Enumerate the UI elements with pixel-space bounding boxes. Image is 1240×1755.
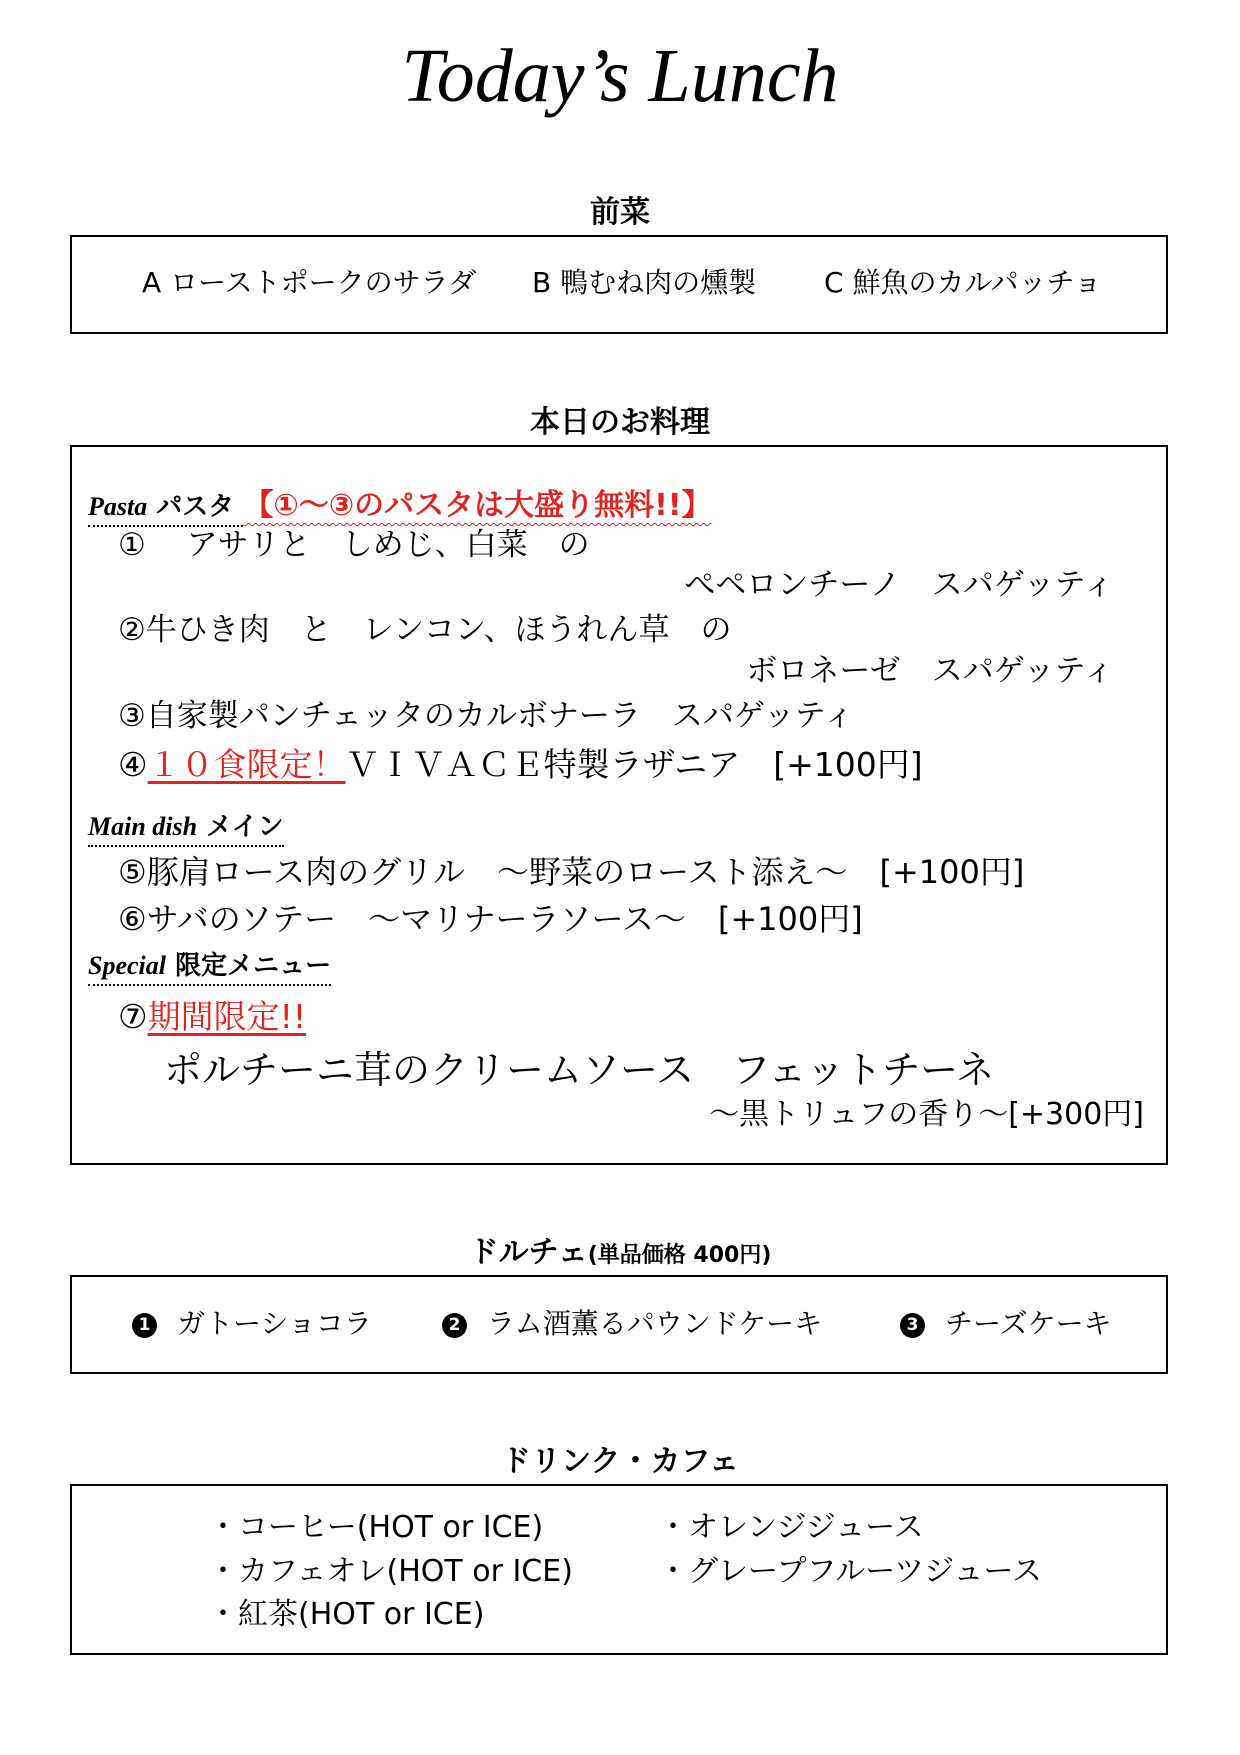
drink-item: ・オレンジジュース: [658, 1510, 924, 1545]
appetizer-letter: A: [142, 266, 162, 299]
pasta-item-4-number: ④: [118, 745, 148, 784]
main-item-5: ⑤豚肩ロース肉のグリル ～野菜のロースト添え～ [+100円]: [118, 853, 1025, 891]
pasta-item-4-limited: １０食限定！: [147, 745, 346, 784]
number-1-icon: 1: [132, 1313, 157, 1338]
appetizer-name: 鮮魚のカルパッチョ: [852, 266, 1102, 299]
today-box: [70, 445, 1168, 1165]
pasta-category-label: [88, 492, 243, 527]
dolce-item-3: [900, 1307, 1112, 1340]
appetizer-item-b: [532, 266, 757, 299]
pasta-category-jp: パスタ: [156, 492, 235, 522]
pasta-item-2-line2: ボロネーゼ スパゲッティ: [746, 653, 1114, 689]
pasta-promo: 【①～③のパスタは大盛り無料!!】: [243, 488, 712, 523]
special-item-7: [118, 997, 307, 1036]
number-2-icon: 2: [442, 1313, 467, 1338]
special-item-7-subtitle: ～黒トリュフの香り～[+300円]: [709, 1097, 1144, 1132]
appetizer-item-a: [142, 266, 477, 299]
special-category-jp: 限定メニュー: [175, 951, 332, 981]
appetizer-name: 鴨むね肉の燻製: [560, 266, 757, 299]
page-title: Today’s Lunch: [401, 34, 839, 118]
appetizer-letter: B: [532, 266, 552, 299]
drinks-heading: ドリンク・カフェ: [501, 1444, 739, 1479]
dolce-item-name: ガトーショコラ: [177, 1307, 372, 1340]
special-item-7-limited: 期間限定!!: [147, 997, 307, 1036]
special-item-7-number: ⑦: [118, 997, 148, 1036]
number-3-icon: 3: [900, 1313, 925, 1338]
pasta-item-1-line2: ぺペロンチーノ スパゲッティ: [684, 567, 1114, 603]
main-category-en: Main dish: [88, 812, 198, 841]
pasta-item-4: [118, 745, 923, 784]
drink-item: ・カフェオレ(HOT or ICE): [208, 1554, 573, 1589]
main-category: [88, 814, 284, 840]
pasta-item-4-name: ＶＩＶＡＣＥ特製ラザニア [+100円]: [345, 745, 923, 784]
dolce-price-note: (単品価格 400円): [587, 1243, 772, 1268]
appetizer-item-c: [824, 266, 1102, 299]
drink-item: ・グレープフルーツジュース: [658, 1554, 1042, 1589]
today-heading: 本日のお料理: [530, 405, 710, 440]
pasta-category: [88, 480, 712, 524]
dolce-item-1: [132, 1307, 372, 1340]
pasta-item-1-line1: ① アサリと しめじ、白菜 の: [118, 527, 590, 563]
pasta-item-2-line1: ②牛ひき肉 と レンコン、ほうれん草 の: [118, 612, 732, 648]
drink-item: ・コーヒー(HOT or ICE): [208, 1510, 544, 1545]
dolce-item-name: ラム酒薫るパウンドケーキ: [487, 1307, 823, 1340]
dolce-box: [70, 1275, 1168, 1374]
dolce-item-name: チーズケーキ: [945, 1307, 1112, 1340]
dolce-item-2: [442, 1307, 823, 1340]
main-item-6: ⑥サバのソテー ～マリナーラソース～ [+100円]: [118, 900, 863, 938]
dolce-title: ドルチェ: [468, 1235, 588, 1270]
main-category-jp: メイン: [206, 812, 284, 842]
appetizer-name: ローストポークのサラダ: [170, 266, 477, 299]
special-category-label: [88, 951, 331, 986]
main-category-label: [88, 812, 284, 847]
special-category-en: Special: [88, 951, 166, 980]
drink-item: ・紅茶(HOT or ICE): [208, 1597, 485, 1632]
pasta-item-3: ③自家製パンチェッタのカルボナーラ スパゲッティ: [118, 698, 855, 734]
dolce-heading: [0, 1235, 1240, 1270]
pasta-category-en: Pasta: [88, 492, 148, 521]
appetizer-letter: C: [824, 266, 844, 299]
drinks-box: [70, 1484, 1168, 1655]
appetizer-heading: 前菜: [590, 195, 650, 230]
special-item-7-name: ポルチーニ茸のクリームソース フェットチーネ: [164, 1048, 995, 1092]
appetizer-box: [70, 235, 1168, 334]
special-category: [88, 953, 331, 979]
